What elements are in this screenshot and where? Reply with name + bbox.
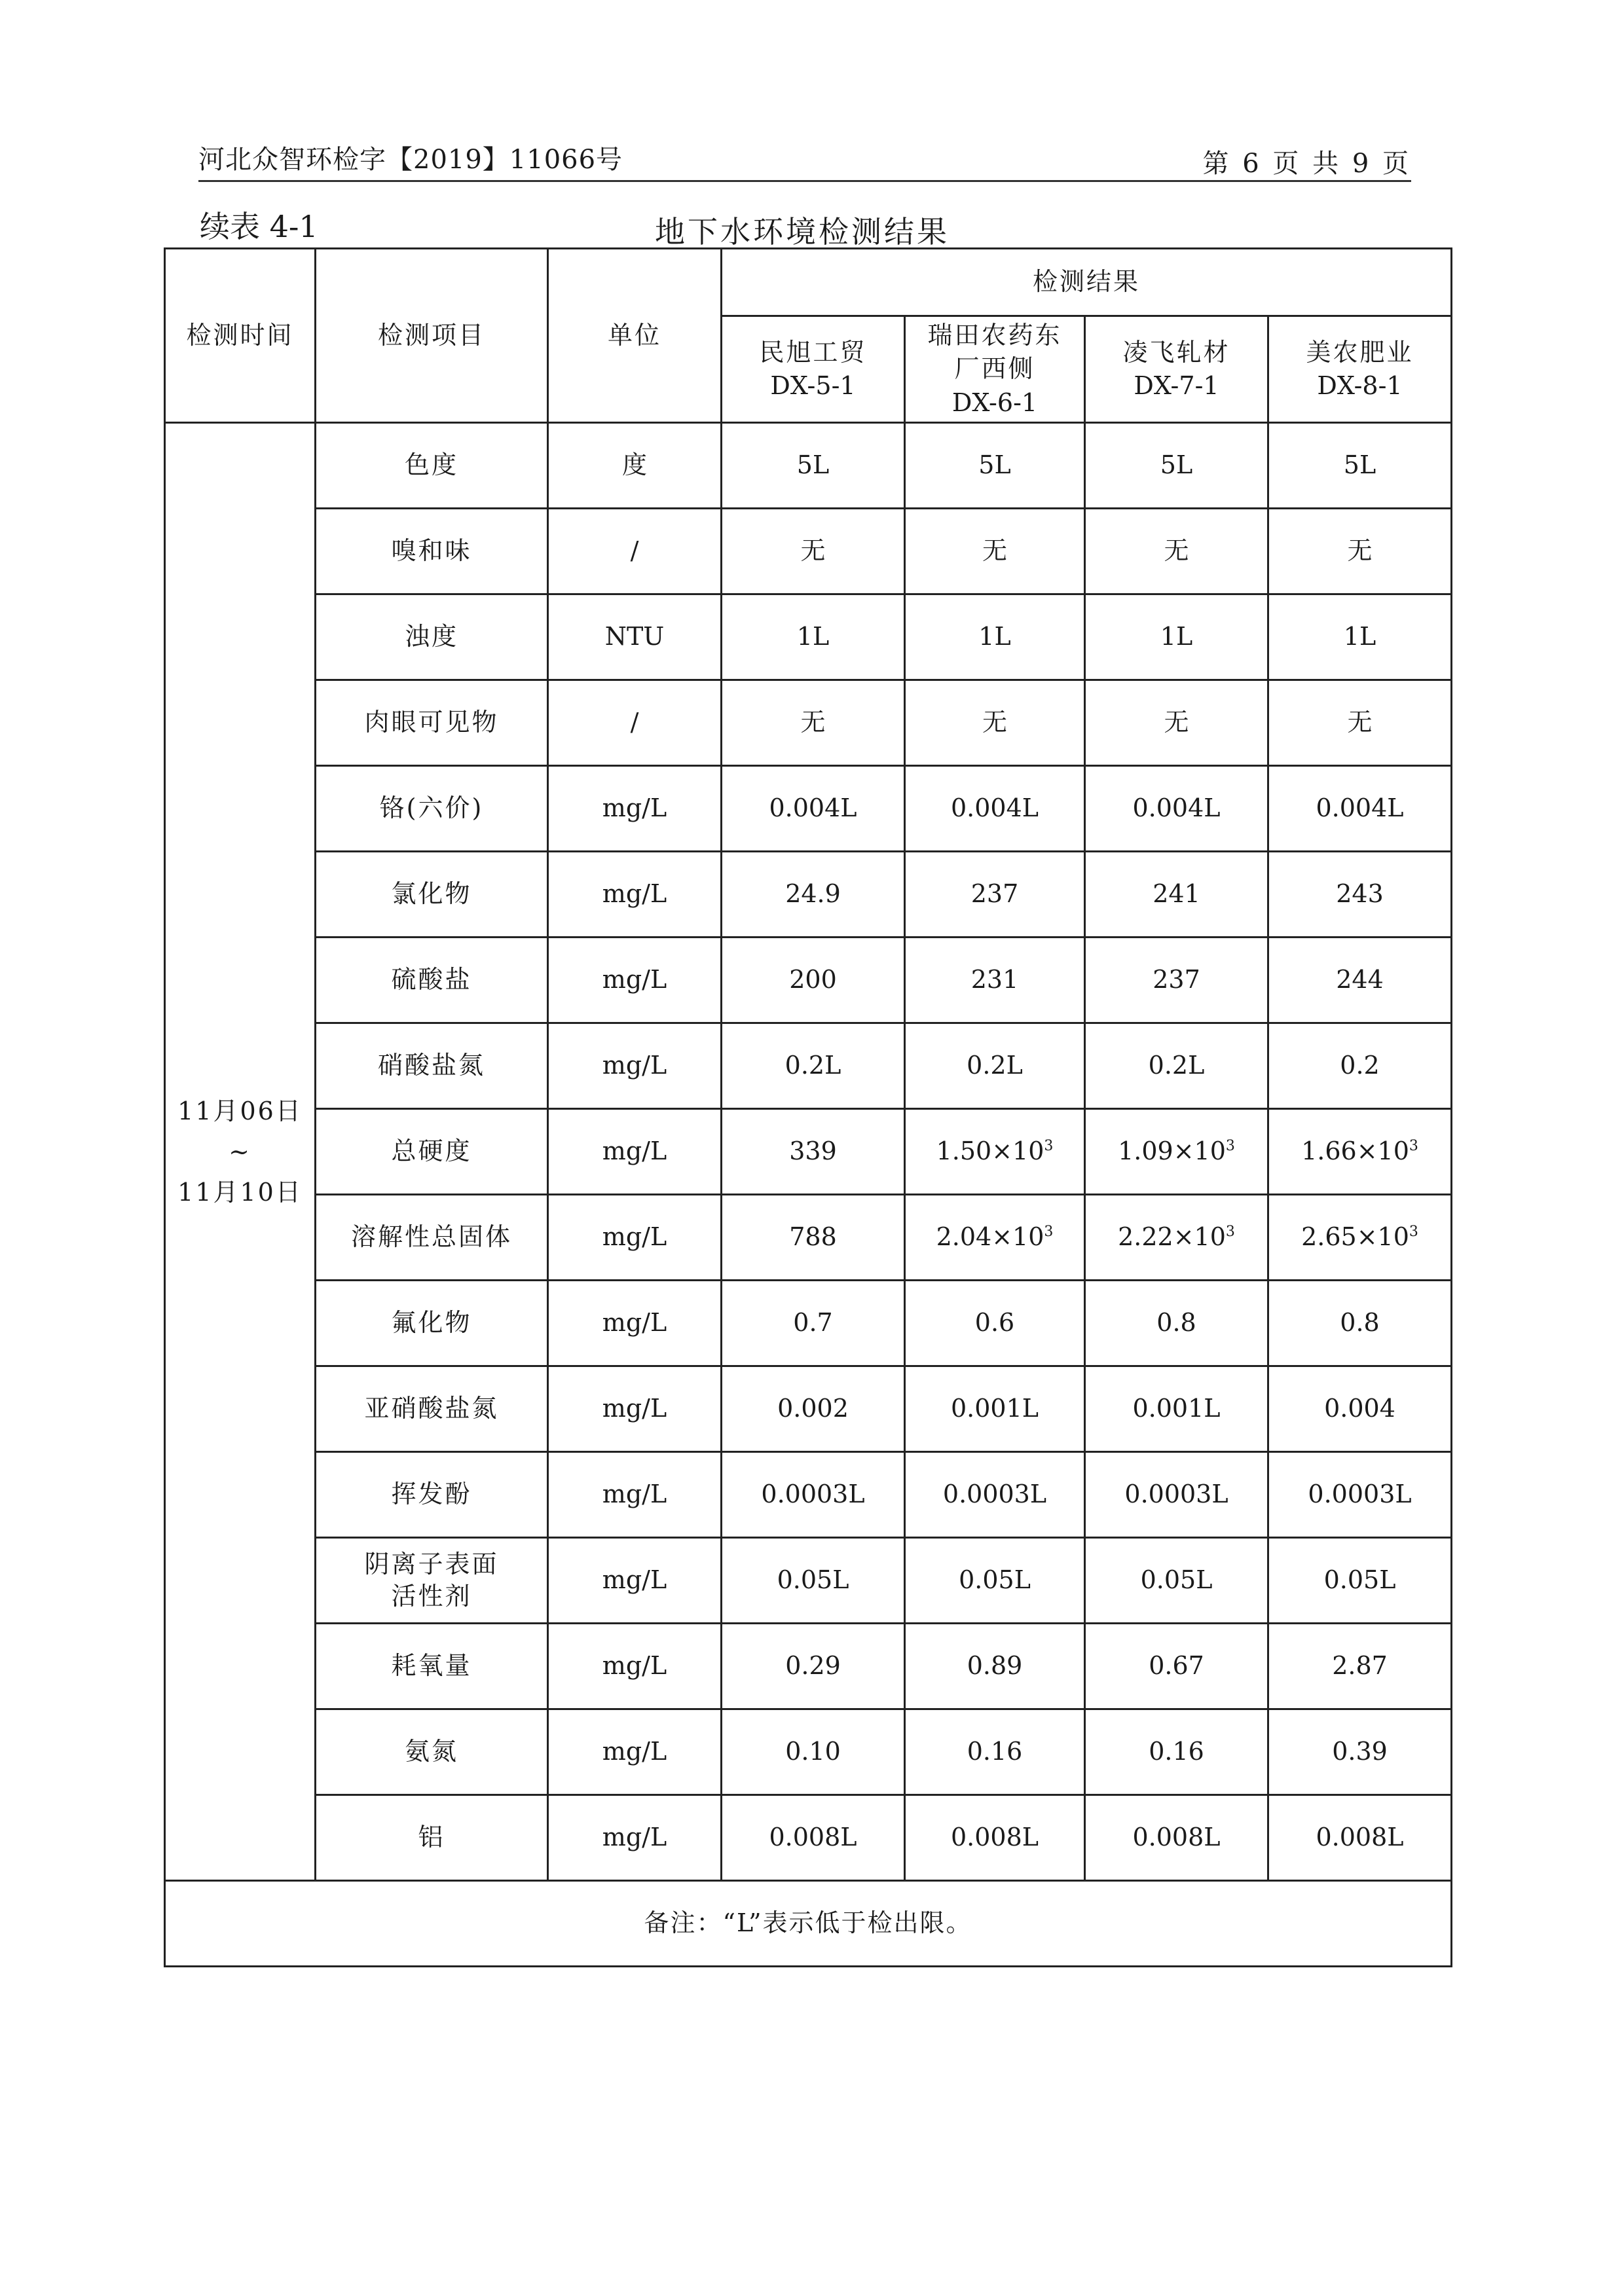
item-cell [316,1281,548,1366]
value-cell [722,1195,905,1281]
value-text: 241 [1153,879,1200,909]
value-text: 5L [978,450,1011,480]
value-text: 0.2L [1148,1051,1205,1080]
item-cell [316,1795,548,1881]
value-cell [905,1452,1085,1538]
value-cell [905,1023,1085,1109]
value-text: 0.2 [1340,1051,1380,1080]
value-text: 1L [796,622,830,651]
unit-cell: mg/L [548,1624,722,1709]
page-indicator: 第 6 页 共 9 页 [1202,149,1411,179]
value-cell [722,509,905,594]
header-results: 检测结果 [722,249,1452,316]
header-site-4 [1268,316,1452,423]
value-cell [1085,423,1268,509]
value-text: 24.9 [785,879,841,909]
table-row [165,1538,1452,1624]
item-label: 耗氧量 [391,1651,472,1681]
value-cell [905,852,1085,938]
value-cell [1268,423,1452,509]
value-exponent: 3 [1225,1138,1235,1155]
value-cell [722,1109,905,1195]
unit-cell: / [548,680,722,766]
value-text: 0.0003L [1308,1480,1412,1509]
value-cell [1268,938,1452,1023]
value-text: 0.0003L [942,1480,1047,1509]
value-text: 无 [1347,708,1373,737]
item-label: 肉眼可见物 [364,708,499,737]
site-name: 美农肥业 [1306,337,1414,367]
item-label: 氯化物 [391,879,472,909]
value-cell [1268,1709,1452,1795]
value-cell [722,1709,905,1795]
unit-cell: mg/L [548,938,722,1023]
item-label: 硝酸盐氮 [377,1051,485,1080]
value-cell [1085,938,1268,1023]
value-cell [1085,1452,1268,1538]
value-exponent: 3 [1044,1224,1054,1241]
value-text: 0.05L [959,1565,1031,1595]
site-code: DX-7-1 [1134,371,1219,400]
value-cell [722,938,905,1023]
table-row [165,1023,1452,1109]
value-cell [905,680,1085,766]
unit-cell: NTU [548,594,722,680]
item-label: 铝 [418,1823,445,1852]
table-row [165,1624,1452,1709]
table-row [165,1195,1452,1281]
value-cell [1085,594,1268,680]
item-label: 总硬度 [391,1137,472,1166]
value-cell [1085,1795,1268,1881]
value-cell [905,1624,1085,1709]
header-site-2 [905,316,1085,423]
item-cell [316,1366,548,1452]
value-cell [1085,1109,1268,1195]
value-cell [722,423,905,509]
value-cell [905,1795,1085,1881]
value-text: 无 [800,708,826,737]
table-row [165,509,1452,594]
value-cell [1268,509,1452,594]
value-cell [1268,1452,1452,1538]
header-item: 检测项目 [316,249,548,423]
value-cell [1085,509,1268,594]
value-text: 5L [1160,450,1193,480]
item-cell [316,1452,548,1538]
table-row [165,766,1452,852]
unit-cell: mg/L [548,1452,722,1538]
value-text: 0.05L [1140,1565,1213,1595]
value-text: 237 [1153,965,1200,994]
unit-cell: mg/L [548,1023,722,1109]
value-cell [1085,1709,1268,1795]
value-text: 0.008L [1132,1823,1221,1852]
value-text: 无 [982,708,1007,737]
unit-cell: mg/L [548,1709,722,1795]
value-text: 237 [970,879,1019,909]
value-text: 200 [789,965,837,994]
page-header [198,134,1411,182]
value-text: 243 [1336,879,1384,909]
site-code: DX-6-1 [951,388,1038,417]
value-text: 0.008L [1316,1823,1404,1852]
value-cell [722,1538,905,1624]
value-cell [905,423,1085,509]
item-cell [316,680,548,766]
value-text: 1L [1160,622,1193,651]
value-text: 0.002 [777,1394,849,1423]
value-text: 0.008L [769,1823,857,1852]
time-end: 11月10日 [177,1178,303,1207]
value-text: 2.65×10 [1301,1222,1409,1252]
item-cell [316,938,548,1023]
value-cell [722,766,905,852]
value-text: 244 [1336,965,1384,994]
value-cell [722,594,905,680]
table-row [165,852,1452,938]
unit-cell: mg/L [548,1795,722,1881]
value-text: 0.004L [1132,793,1221,823]
value-text: 1.09×10 [1118,1137,1226,1166]
value-cell [905,938,1085,1023]
value-text: 1.50×10 [936,1137,1044,1166]
value-cell [1268,1281,1452,1366]
value-text: 0.004L [950,793,1039,823]
value-text: 0.0003L [1124,1480,1228,1509]
site-code: DX-8-1 [1317,371,1403,400]
value-exponent: 3 [1044,1138,1054,1155]
unit-cell: mg/L [548,1366,722,1452]
value-text: 1L [1343,622,1376,651]
table-row [165,680,1452,766]
item-cell [316,1709,548,1795]
unit-cell: mg/L [548,1281,722,1366]
header-site-3 [1085,316,1268,423]
site-name: 民旭工贸 [759,337,867,367]
report-number: 河北众智环检字【2019】11066号 [198,145,623,175]
value-text: 0.05L [777,1565,849,1595]
value-cell [1268,680,1452,766]
value-cell [1268,1366,1452,1452]
table-row [165,1452,1452,1538]
item-label: 氟化物 [391,1308,472,1338]
header-site-1 [722,316,905,423]
unit-cell: mg/L [548,852,722,938]
value-text: 0.8 [1156,1308,1196,1338]
table-row [165,594,1452,680]
value-cell [722,1281,905,1366]
value-cell [905,1109,1085,1195]
item-label: 亚硝酸盐氮 [364,1394,499,1423]
value-text: 1.66×10 [1301,1137,1409,1166]
value-cell [722,1366,905,1452]
value-cell [1268,852,1452,938]
table-title: 地下水环境检测结果 [655,214,950,249]
value-text: 2.87 [1332,1651,1388,1681]
value-text: 2.22×10 [1118,1222,1226,1252]
value-cell [722,1795,905,1881]
header-unit: 单位 [548,249,722,423]
value-cell [905,1366,1085,1452]
value-cell [1085,1538,1268,1624]
value-cell [1268,1795,1452,1881]
value-text: 0.008L [950,1823,1039,1852]
value-text: 0.29 [785,1651,841,1681]
value-cell [1268,594,1452,680]
site-code: DX-5-1 [770,371,856,400]
item-cell [316,852,548,938]
unit-cell: mg/L [548,1109,722,1195]
value-text: 0.004L [769,793,857,823]
item-label: 氨氮 [404,1737,458,1766]
item-cell [316,594,548,680]
value-text: 0.2L [967,1051,1023,1080]
unit-cell: mg/L [548,1195,722,1281]
table-number: 续表 4-1 [200,209,318,244]
value-cell [1085,1281,1268,1366]
value-cell [905,1538,1085,1624]
item-cell [316,1195,548,1281]
time-sep: ~ [229,1137,251,1166]
value-text: 0.004 [1324,1394,1395,1423]
value-cell [905,509,1085,594]
table-row [165,938,1452,1023]
value-cell [1268,1538,1452,1624]
value-text: 0.6 [974,1308,1015,1338]
item-label: 铬(六价) [379,793,484,823]
value-cell [722,1624,905,1709]
value-text: 0.2L [784,1051,841,1080]
value-text: 0.89 [967,1651,1023,1681]
value-cell [1268,1023,1452,1109]
site-name: 瑞田农药东厂西侧 [927,321,1062,384]
value-text: 0.67 [1149,1651,1204,1681]
value-cell [905,1195,1085,1281]
item-label: 挥发酚 [391,1480,472,1509]
value-cell [1268,1624,1452,1709]
value-cell [1085,1023,1268,1109]
value-text: 0.05L [1323,1565,1396,1595]
value-text: 0.16 [1149,1737,1204,1766]
value-cell [1268,1109,1452,1195]
item-label: 溶解性总固体 [350,1222,512,1252]
remark-row [165,1881,1452,1967]
value-cell [1085,1624,1268,1709]
value-cell [1085,1195,1268,1281]
item-label: 硫酸盐 [391,965,472,994]
value-text: 无 [982,536,1007,566]
item-label: 色度 [404,450,458,480]
time-range-cell [165,423,316,1881]
value-exponent: 3 [1225,1224,1235,1241]
value-text: 231 [970,965,1019,994]
value-cell [905,1709,1085,1795]
value-cell [722,1023,905,1109]
value-text: 0.001L [1132,1394,1221,1423]
value-text: 0.8 [1340,1308,1380,1338]
value-cell [1268,1195,1452,1281]
value-text: 无 [800,536,826,566]
unit-cell: / [548,509,722,594]
value-text: 无 [1347,536,1373,566]
unit-cell: mg/L [548,1538,722,1624]
value-cell [722,852,905,938]
value-exponent: 3 [1409,1138,1418,1155]
value-text: 2.04×10 [936,1222,1044,1252]
value-text: 0.004L [1316,793,1404,823]
value-cell [1085,766,1268,852]
value-cell [1085,1366,1268,1452]
value-cell [1085,852,1268,938]
time-start: 11月06日 [177,1097,303,1125]
item-label: 浊度 [404,622,458,651]
value-text: 788 [789,1222,837,1252]
value-text: 0.16 [967,1737,1023,1766]
table-row [165,1109,1452,1195]
item-cell [316,766,548,852]
value-text: 无 [1164,536,1189,566]
table-row [165,423,1452,509]
item-label: 阴离子表面活性剂 [364,1549,499,1611]
item-cell [316,1109,548,1195]
item-cell [316,1624,548,1709]
value-text: 无 [1164,708,1189,737]
value-text: 0.0003L [761,1480,865,1509]
value-cell [722,1452,905,1538]
value-text: 339 [789,1137,837,1166]
table-row [165,1795,1452,1881]
value-text: 0.001L [950,1394,1039,1423]
remark-text: 备注：“L”表示低于检出限。 [165,1881,1452,1967]
value-exponent: 3 [1409,1224,1418,1241]
value-cell [905,594,1085,680]
unit-cell: mg/L [548,766,722,852]
item-cell [316,1023,548,1109]
value-text: 5L [796,450,830,480]
value-text: 1L [978,622,1011,651]
unit-cell: 度 [548,423,722,509]
value-text: 0.39 [1332,1737,1388,1766]
site-name: 凌飞轧材 [1122,337,1230,367]
table-row [165,1709,1452,1795]
item-cell [316,509,548,594]
header-time: 检测时间 [165,249,316,423]
results-table [164,247,1452,1967]
value-cell [905,766,1085,852]
item-label: 嗅和味 [391,536,472,566]
value-cell [1268,766,1452,852]
value-cell [905,1281,1085,1366]
value-text: 0.10 [785,1737,841,1766]
table-row [165,1281,1452,1366]
item-cell [316,1538,548,1624]
table-row [165,1366,1452,1452]
value-cell [722,680,905,766]
value-cell [1085,680,1268,766]
value-text: 0.7 [793,1308,833,1338]
value-text: 5L [1343,450,1376,480]
item-cell [316,423,548,509]
